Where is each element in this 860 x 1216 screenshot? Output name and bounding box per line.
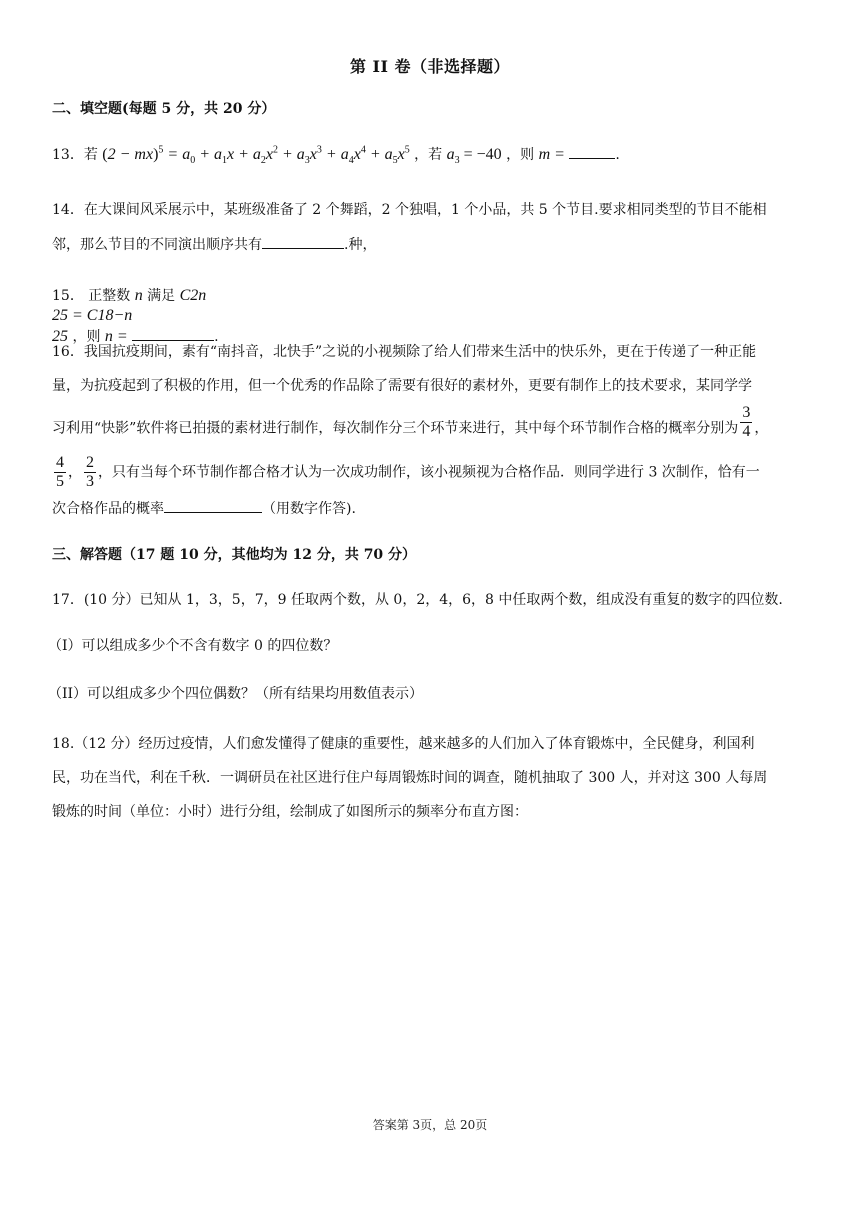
q13-number: 13．若 [52,147,98,163]
q15-variable: n [134,287,143,304]
q15-number: 15． 正整数 [52,288,131,304]
question-16-line-2: 量，为抗疫起到了积极的作用，但一个优秀的作品除了需要有很好的素材外，更要有制作上的技术要求，某同学学 [52,378,752,394]
page-title: 第 II 卷（非选择题） [349,57,511,76]
q13-end: . [615,147,620,163]
question-17-line-1: 17．(10 分）已知从 1，3，5，7，9 任取两个数，从 0，2，4，6，8 中任取两个数，组成没有重复的数字的四位数. [52,592,783,608]
fraction-4-5: $\frac{4}{5}$ [56,454,64,490]
question-17-part-1: （I）可以组成多少个不含有数字 0 的四位数？ [48,638,338,654]
question-14-line-2 [52,234,812,255]
q15-answer-blank[interactable] [132,326,214,341]
q16-end: （用数字作答). [262,501,356,517]
question-13 [52,144,812,165]
question-17-part-2: （II）可以组成多少个四位偶数？（所有结果均用数值表示） [48,686,424,702]
question-16-line-3: 习利用“快影”软件将已拍摄的素材进行制作，每次制作分三个环节来进行，其中每个环节制作合格的概率分别为 $\frac{3}{4}$ ， [52,404,769,440]
q15-mid-text: 满足 [147,288,176,304]
q16-answer-blank[interactable] [164,498,262,513]
section-fill-in-heading: 二、填空题(每题 5 分，共 20 分） [52,101,276,117]
question-14-line-1: 14．在大课间风采展示中，某班级准备了 2 个舞蹈，2 个独唱，1 个小品，共 5 个节目.要求相同类型的节目不能相 [52,202,767,218]
q13-condition: $a_3 = -40$ [446,146,502,167]
page-footer: 答案第 3页，总 20页 [372,1118,488,1132]
q14-answer-blank[interactable] [262,234,344,249]
fraction-2-3: $\frac{2}{3}$ [86,454,94,490]
q13-mid-text: ，若 [414,147,443,163]
question-18-line-1: 18.（12 分）经历过疫情，人们愈发懂得了健康的重要性，越来越多的人们加入了体育锻炼中，全民健身，利国利 [52,736,755,752]
section-solutions-heading: 三、解答题（17 题 10 分，其他均为 12 分，共 70 分） [52,547,417,563]
q13-answer-blank[interactable] [569,144,615,159]
q13-then-text: ，则 [506,147,535,163]
q13-binomial-expansion: $(2 - mx)^5 = a_0 + a_1x + a_2x^2 + a_3x^3 + a_4x^4 + a_5x^5$ [102,144,410,167]
q15-end: . [214,329,219,345]
question-15 [52,286,812,347]
q15-then-text: ，则 [72,329,101,345]
q14-text: 邻，那么节目的不同演出顺序共有 [52,237,262,253]
q15-unknown: n = [104,328,128,345]
q13-unknown: m = [538,146,565,163]
question-18-line-3: 锻炼的时间（单位：小时）进行分组，绘制成了如图所示的频率分布直方图： [52,804,528,820]
q16-text-3: 次合格作品的概率 [52,501,164,517]
q15-combination-equation: C2n 25 = C18−n 25 [52,287,207,345]
q16-text-2: ，只有当每个环节制作都合格才认为一次成功制作，该小视频视为合格作品．则同学进行 3 次制作，恰有一 [98,464,760,481]
question-16-line-4: $\frac{4}{5}$ ， $\frac{2}{3}$ ，只有当每个环节制作都合格才认为一次成功制作，该小视频视为合格作品．则同学进行 3 次制作，恰有一 [56,454,760,490]
q16-text: 习利用“快影”软件将已拍摄的素材进行制作，每次制作分三个环节来进行，其中每个环节制作合格的概率分别为 [52,420,739,437]
fraction-3-4: $\frac{3}{4}$ [742,404,751,440]
question-18-line-2: 民，功在当代，利在千秋．一调研员在社区进行住户每周锻炼时间的调查，随机抽取了 300 人，并对这 300 人每周 [52,770,768,786]
question-16-line-1: 16．我国抗疫期间，素有“南抖音，北快手”之说的小视频除了给人们带来生活中的快乐外，更在于传递了一种正能 [52,344,757,360]
q14-end: .种， [344,237,377,253]
question-16-line-5 [52,498,812,519]
